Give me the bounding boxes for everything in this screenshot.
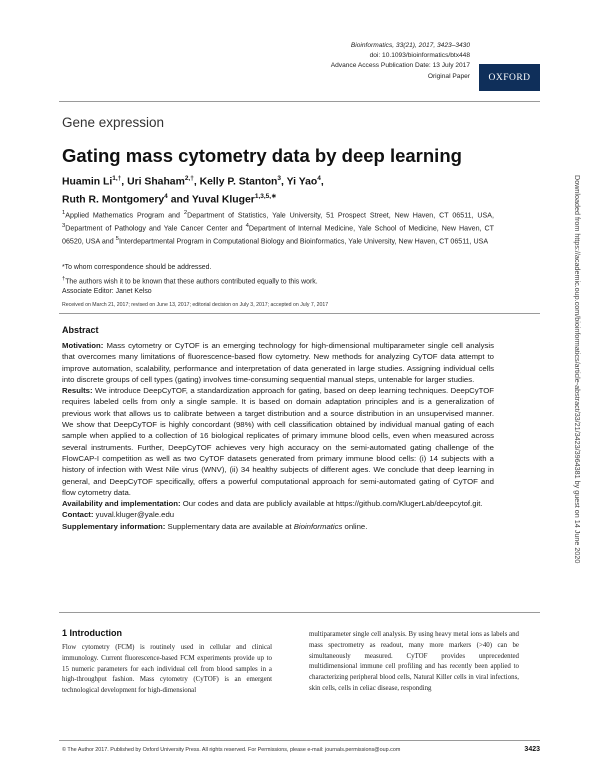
page-footer: [62, 747, 540, 753]
affiliations: [62, 208, 494, 247]
note-text: The authors wish it to be known that these authors contributed equally to this work.: [65, 277, 318, 285]
affiliation-number: 2: [183, 210, 188, 216]
author-name: Uri Shaham: [127, 176, 185, 188]
affiliation-text: Applied Mathematics Program and: [65, 211, 184, 220]
author-list: Huamin $Li^{1,\dagger}$, Uri Shaham$^{2,\dagger}$, Kelly P. Stanton$^3$, Yi Yao$^4$, Ruth R. Montgomery$^4$ and Yuval Kluger$^{1,3,5,∗}$: [62, 175, 324, 206]
contact-label: Contact:: [62, 510, 94, 520]
author-superscript: 2,†: [184, 175, 194, 182]
intro-divider: [59, 612, 540, 613]
doi-link[interactable]: doi: 10.1093/bioinformatics/btx448: [369, 52, 470, 60]
supplementary-text: Supplementary data are available at: [165, 521, 294, 531]
author-name: Kelly P. Stanton: [199, 176, 278, 188]
affiliation-text: Department of Pathology and Yale Cancer Center and: [65, 224, 246, 233]
supplementary-text-end: online.: [342, 521, 368, 531]
abstract-results: [62, 385, 494, 498]
contact-email[interactable]: yuval.kluger@yale.edu: [93, 510, 175, 520]
associate-editor: Associate Editor: Janet Kelso: [62, 288, 152, 296]
abstract-heading: Abstract: [62, 325, 99, 335]
section-label: Gene expression: [62, 115, 165, 130]
journal-citation: Bioinformatics, 33(21), 2017, 3423–3430: [350, 42, 470, 49]
author-name: Yuval Kluger: [191, 194, 255, 206]
download-watermark: Downloaded from https://academic.oup.com/bioinformatics/article-abstract/33/21/3423/3964381 by guest on 14 June 2020: [573, 175, 582, 564]
author-name: Ruth R. Montgomery: [62, 194, 165, 206]
introduction-heading: 1 Introduction: [62, 628, 122, 638]
abstract-availability: [62, 498, 494, 509]
intro-left-column: Flow cytometry (FCM) is routinely used in cellular and clinical immunology. Current fluorescence-based FCM experiments provide up to 15 numeric parameters for each individual cell from blood samples in a high-throughput fashion. Mass cytometry (CyTOF) is an emergent technological development for high-dimensional: [62, 644, 272, 695]
article-metadata: [331, 41, 470, 82]
author-notes: [62, 263, 494, 298]
paper-type: Original Paper: [427, 72, 470, 80]
author-superscript: 1,3,5,∗: [254, 193, 277, 201]
oxford-logo[interactable]: OXFORD: [479, 64, 540, 91]
author-superscript: 3: [277, 175, 282, 182]
results-text: We introduce DeepCyTOF, a standardization approach for gating, based on deep learning techniques. DeepCyTOF requires labeled cells from only a single sample. It is based on domain adaptation principles and is a generalization of previous work that allows us to calibrate between a target distribution and a source distribution in an unsupervised manner. We show that DeepCyTOF is highly concordant (98%) with cell classification obtained by individual manual gating of each sample when applied to a collection of 16 biological replicates of primary immune blood cells, even when measured across several instruments. Further, DeepCyTOF achieves very high accuracy on the semi-automated gating challenge of the FlowCAP-I competition as well as two CyTOF datasets generated from primary immune blood cells: (i) 14 subjects with a history of infection with West Nile virus (WNV), (ii) 34 healthy subjects of different ages. We conclude that deep learning in general, and DeepCyTOF specifically, offers a powerful computational approach for semi-automated gating of CyTOF and flow cytometry data.: [62, 386, 494, 497]
author-conjunction: and: [170, 194, 190, 206]
received-dates: Received on March 21, 2017; revised on June 13, 2017; editorial decision on July 3, 2017; accepted on July 7, 2017: [62, 302, 329, 308]
footer-divider: [59, 740, 540, 741]
paper-title: Gating mass cytometry data by deep learning: [62, 145, 462, 166]
journal-name: Bioinformatics: [293, 521, 343, 531]
affiliation-number: 1: [62, 210, 66, 216]
affiliation-text: Department of Statistics, Yale University, 51 Prospect Street, New Haven, CT 06511, USA,: [187, 211, 494, 220]
author-superscript: 1,†: [112, 175, 122, 182]
equal-contribution-note: [62, 274, 494, 288]
author-superscript: 4: [317, 175, 321, 182]
motivation-text: Mass cytometry or CyTOF is an emerging technology for high-dimensional multiparameter single cell analysis that overcomes many limitations of fluorescence-based flow cytometry. New methods for analyzing CyTOF data attempt to improve automation, scalability, performance and interpretation of data generated in large studies. Assigning individual cells into discrete groups of cell types (gating) involves time-consuming sequential manual steps, untenable for larger studies.: [62, 341, 494, 384]
affiliation-number: 5: [115, 235, 119, 242]
header-divider: [59, 101, 540, 102]
motivation-label: Motivation:: [62, 341, 104, 350]
availability-text[interactable]: Our codes and data are publicly available at https://github.com/KlugerLab/deepcytof.git.: [180, 499, 483, 509]
supplementary-label: Supplementary information:: [62, 521, 166, 531]
affiliation-text: Department of Internal Medicine, Yale School of Medicine, New Haven, CT 06520, USA and: [62, 224, 495, 246]
abstract-supplementary: [62, 521, 494, 532]
abstract-body: [62, 340, 494, 532]
page-number: 3423: [524, 746, 540, 753]
affiliation-number: 3: [62, 222, 66, 229]
intro-right-column: multiparameter single cell analysis. By using heavy metal ions as labels and mass spectrometry as readout, many more markers (>40) can be simultaneously measured. CyTOF provides unprecedented multidimensional immune cell profiling and has recently been applied to characterizing peripheral blood cells, Natural Killer cells in viral infections, skin cells, cells in celiac disease, responding: [309, 631, 519, 692]
copyright-notice: © The Author 2017. Published by Oxford University Press. All rights reserved. For Permissions, please e-mail: journals.permissions@oup.com: [62, 747, 401, 753]
note-symbol: †: [62, 275, 66, 282]
author-name: Yi Yao: [286, 176, 318, 188]
correspondence-note: *To whom correspondence should be addressed.: [62, 264, 212, 271]
author-superscript: 4: [164, 193, 168, 201]
availability-label: Availability and implementation:: [62, 499, 181, 509]
results-label: Results:: [62, 386, 93, 396]
abstract-divider: [59, 313, 540, 314]
affiliation-text: Interdepartmental Program in Computational Biology and Bioinformatics, Yale University, New Haven, CT 06511, USA: [118, 237, 489, 246]
abstract-contact: [62, 509, 494, 520]
author-name: Huamin Li: [62, 176, 113, 188]
affiliation-number: 4: [245, 222, 249, 229]
advance-access-date: Advance Access Publication Date: 13 July 2017: [330, 62, 470, 70]
abstract-motivation: [62, 340, 494, 385]
